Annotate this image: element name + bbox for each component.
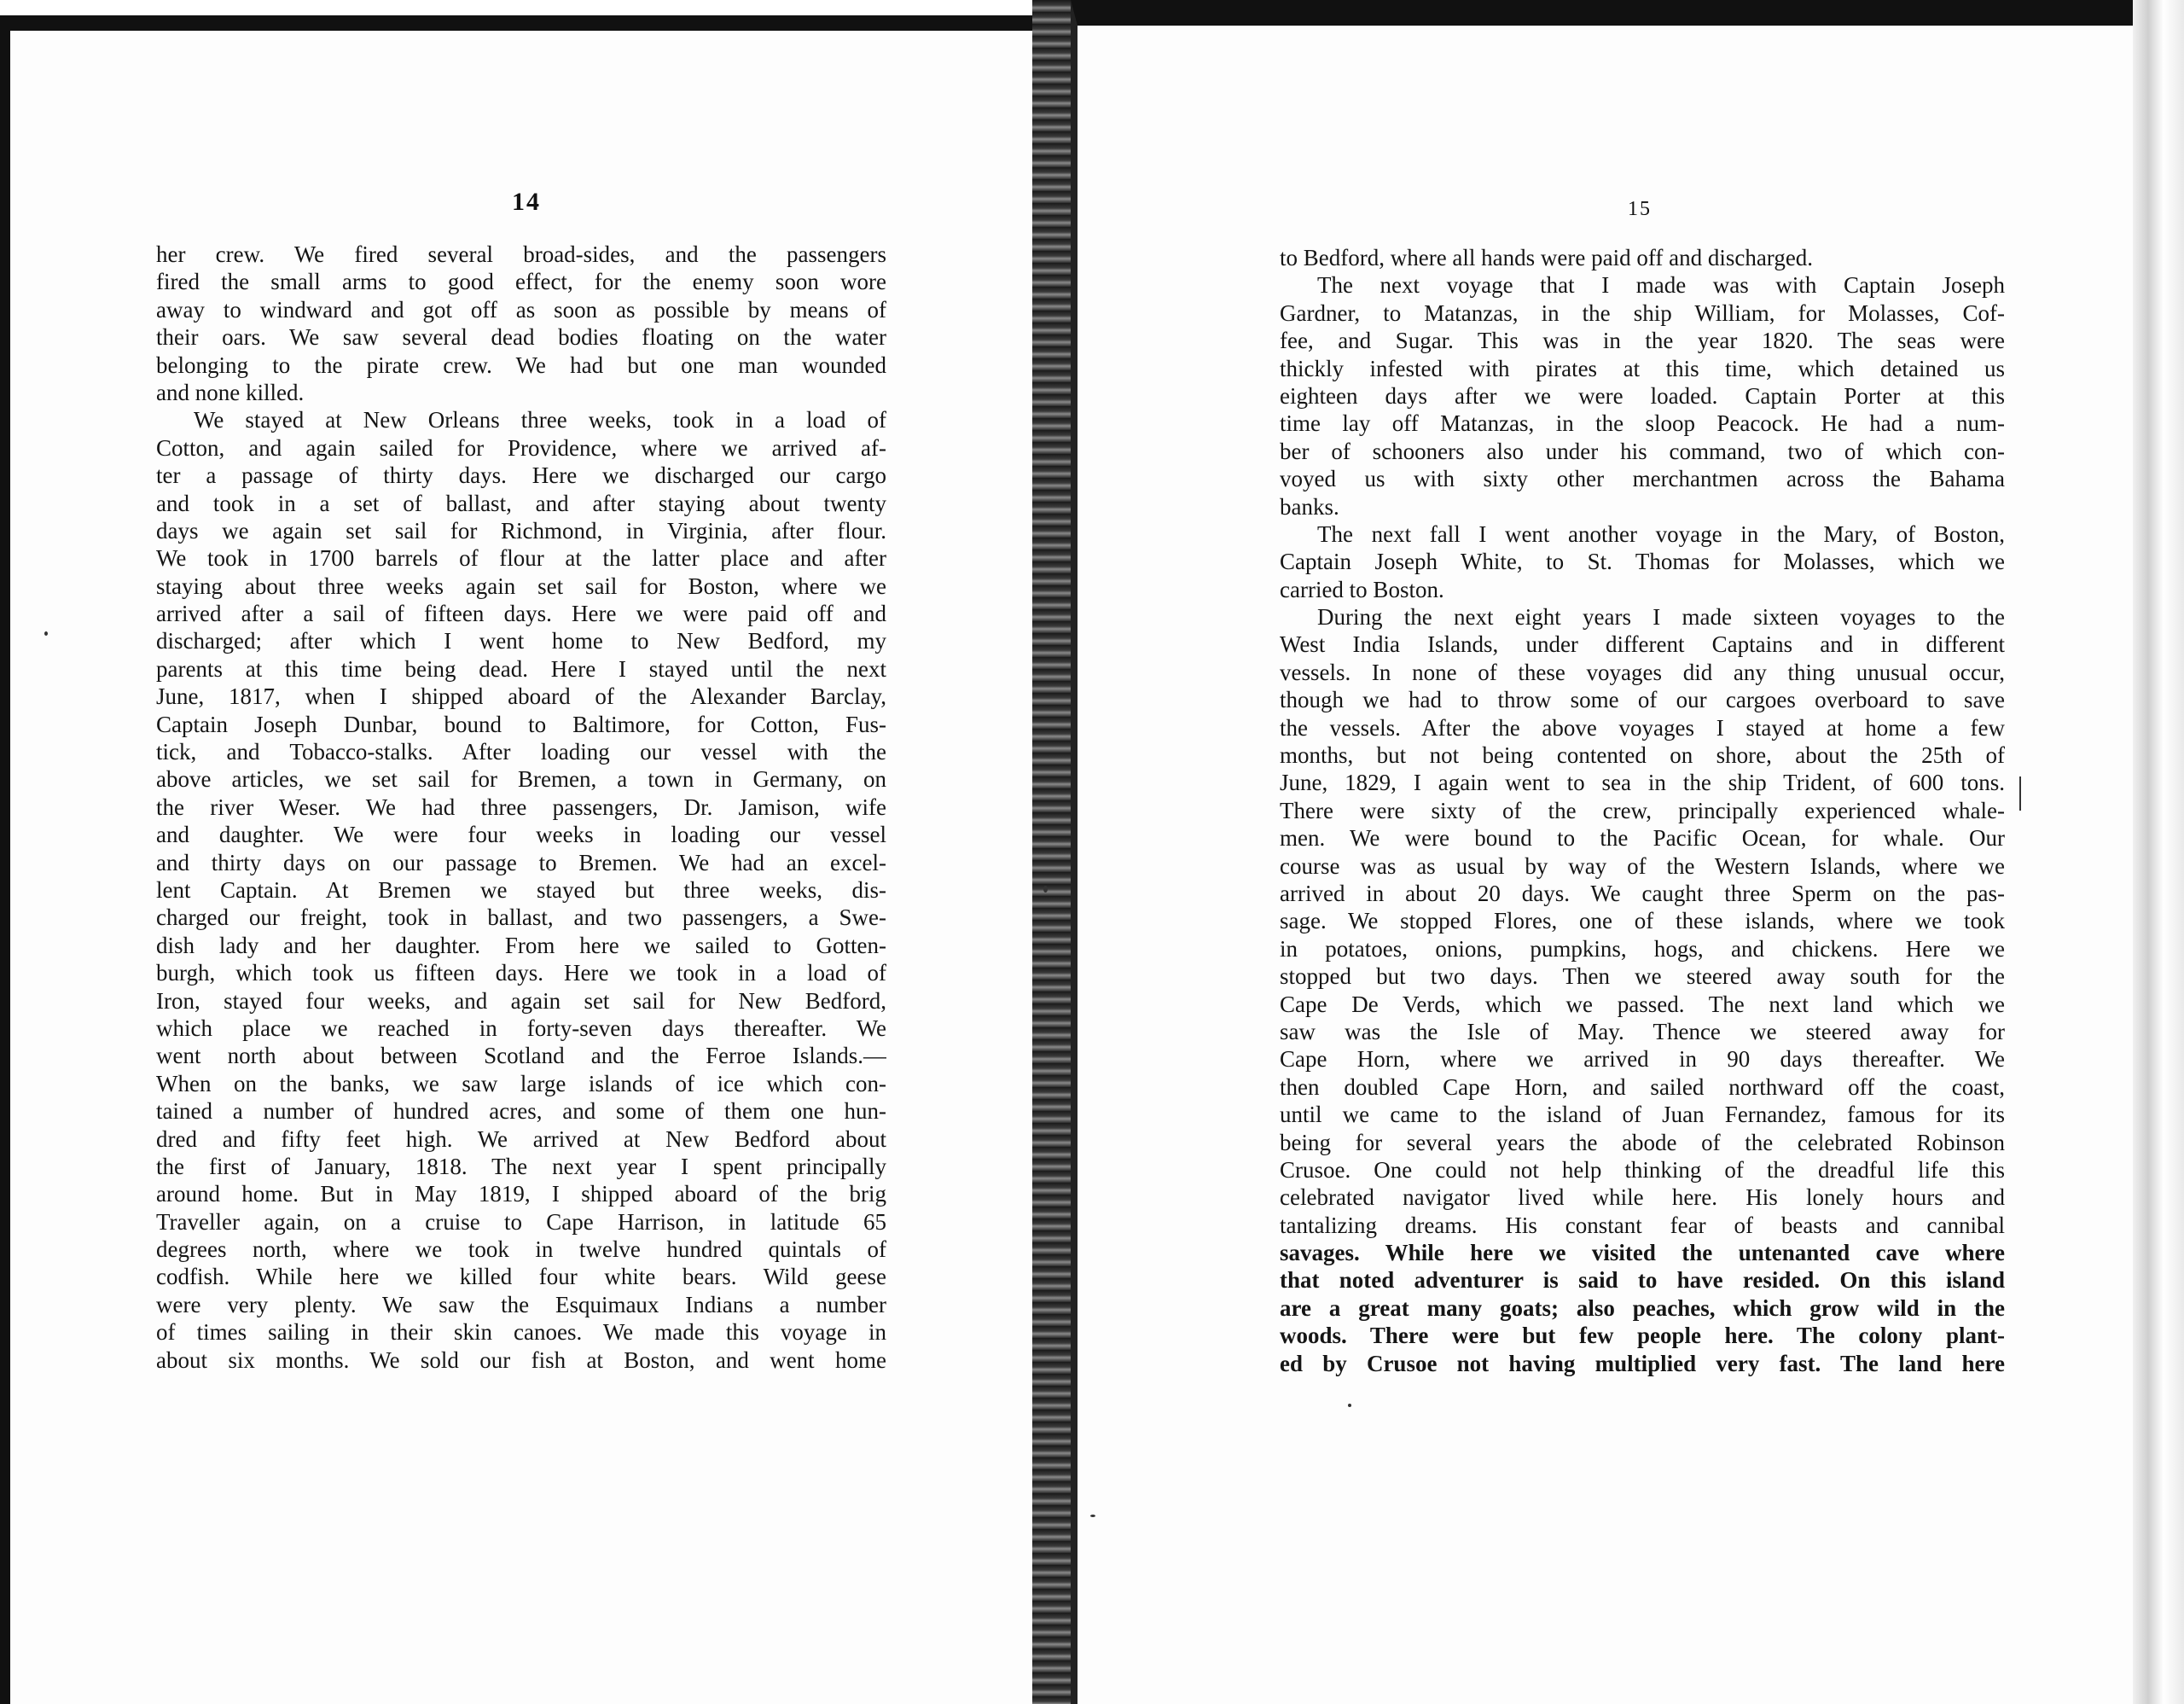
right-page-number: 15: [1628, 198, 1652, 220]
scan-speck: [2019, 776, 2021, 811]
text-line: codfish. While here we killed four white bears. Wild geese: [156, 1264, 886, 1290]
text-line: above articles, we set sail for Bremen, a town in Germany, on: [156, 766, 886, 793]
text-line: During the next eight years I made sixteen voyages to the: [1317, 604, 2005, 631]
text-line: charged our freight, took in ballast, and two passengers, a Swe-: [156, 904, 886, 931]
text-line: around home. But in May 1819, I shipped aboard of the brig: [156, 1181, 886, 1207]
text-line: The next fall I went another voyage in the Mary, of Boston,: [1317, 521, 2005, 547]
text-line: The next voyage that I made was with Captain Joseph: [1317, 272, 2005, 299]
text-line: savages. While here we visited the untenanted cave where: [1280, 1240, 2005, 1266]
text-line: away to windward and got off as soon as possible by means of: [156, 296, 886, 323]
text-line: then doubled Cape Horn, and sailed northward off the coast,: [1280, 1073, 2005, 1100]
text-line: time lay off Matanzas, in the sloop Peacock. He had a num-: [1280, 410, 2005, 437]
text-line: the vessels. After the above voyages I stayed at home a few: [1280, 714, 2005, 741]
text-line: in potatoes, onions, pumpkins, hogs, and chickens. Here we: [1280, 935, 2005, 962]
text-line: arrived after a sail of fifteen days. Here we were paid off and: [156, 601, 886, 627]
text-line: the first of January, 1818. The next year I spent principally: [156, 1153, 886, 1179]
text-line: lent Captain. At Bremen we stayed but three weeks, dis-: [156, 876, 886, 903]
text-line: were very plenty. We saw the Esquimaux Indians a number: [156, 1291, 886, 1317]
text-line: We stayed at New Orleans three weeks, took in a load of: [194, 407, 886, 433]
text-line: Cape Horn, where we arrived in 90 days thereafter. We: [1280, 1046, 2005, 1073]
text-line: Cape De Verds, which we passed. The next land which we: [1280, 991, 2005, 1017]
text-line: voyed us with sixty other merchantmen across the Bahama: [1280, 466, 2005, 492]
text-line: Gardner, to Matanzas, in the ship William, for Molasses, Cof-: [1280, 300, 2005, 326]
text-line: discharged; after which I went home to New Bedford, my: [156, 628, 886, 654]
text-line: celebrated navigator lived while here. His lonely hours and: [1280, 1184, 2005, 1211]
text-line: Crusoe. One could not help thinking of the dreadful life this: [1280, 1156, 2005, 1183]
text-line: fee, and Sugar. This was in the year 1820. The seas were: [1280, 328, 2005, 354]
text-line: saw was the Isle of May. Thence we steered away for: [1280, 1018, 2005, 1044]
text-line: months, but not being contented on shore, about the 25th of: [1280, 742, 2005, 769]
text-line: being for several years the abode of the celebrated Robinson: [1280, 1129, 2005, 1155]
text-line: banks.: [1280, 493, 1339, 520]
text-line: and none killed.: [156, 379, 305, 405]
text-line: to Bedford, where all hands were paid off and discharged.: [1280, 245, 1814, 270]
scan-speck: [1043, 886, 1048, 893]
text-line: are a great many goats; also peaches, which grow wild in the: [1280, 1294, 2005, 1321]
text-line: course was as usual by way of the Western Islands, where we: [1280, 852, 2005, 879]
page-edge: [2133, 0, 2184, 1704]
text-line: tick, and Tobacco-stalks. After loading our vessel with the: [156, 739, 886, 765]
text-line: degrees north, where we took in twelve hundred quintals of: [156, 1236, 886, 1263]
text-line: though we had to throw some of our cargoes overboard to save: [1280, 687, 2005, 713]
text-line: her crew. We fired several broad-sides, and the passengers: [156, 241, 886, 267]
text-line: dish lady and her daughter. From here we sailed to Gotten-: [156, 932, 886, 958]
text-line: arrived in about 20 days. We caught three Sperm on the pas-: [1280, 880, 2005, 906]
text-line: that noted adventurer is said to have resided. On this island: [1280, 1267, 2005, 1294]
text-line: the river Weser. We had three passengers, Dr. Jamison, wife: [156, 794, 886, 820]
text-line: Iron, stayed four weeks, and again set sail for New Bedford,: [156, 987, 886, 1014]
text-line: dred and fifty feet high. We arrived at New Bedford about: [156, 1125, 886, 1152]
scan-speck: [44, 631, 48, 636]
text-line: which place we reached in forty-seven days thereafter. We: [156, 1015, 886, 1041]
right-page-text: [1280, 244, 2005, 1377]
text-line: days we again set sail for Richmond, in Virginia, after flour.: [156, 517, 886, 544]
text-line: their oars. We saw several dead bodies floating on the water: [156, 324, 886, 351]
text-line: men. We were bound to the Pacific Ocean, for whale. Our: [1280, 825, 2005, 852]
left-page-text: [156, 241, 886, 1374]
text-line: burgh, which took us fifteen days. Here we took in a load of: [156, 960, 886, 986]
scan-speck: [1090, 1515, 1095, 1517]
text-line: until we came to the island of Juan Fernandez, famous for its: [1280, 1102, 2005, 1128]
text-line: staying about three weeks again set sail for Boston, where we: [156, 573, 886, 599]
text-line: about six months. We sold our fish at Boston, and went home: [156, 1346, 886, 1373]
text-line: parents at this time being dead. Here I stayed until the next: [156, 655, 886, 682]
text-line: Captain Joseph White, to St. Thomas for Molasses, which we: [1280, 549, 2005, 575]
text-line: June, 1817, when I shipped aboard of the Alexander Barclay,: [156, 683, 886, 710]
text-line: West India Islands, under different Captains and in different: [1280, 631, 2005, 658]
text-line: Captain Joseph Dunbar, bound to Baltimore, for Cotton, Fus-: [156, 711, 886, 737]
text-line: When on the banks, we saw large islands of ice which con-: [156, 1070, 886, 1096]
text-line: carried to Boston.: [1280, 576, 1444, 602]
text-line: June, 1829, I again went to sea in the ship Trident, of 600 tons.: [1280, 770, 2005, 796]
text-line: ber of schooners also under his command, two of which con-: [1280, 438, 2005, 464]
text-line: and took in a set of ballast, and after staying about twenty: [156, 490, 886, 516]
text-line: belonging to the pirate crew. We had but one man wounded: [156, 352, 886, 378]
text-line: sage. We stopped Flores, one of these islands, where we took: [1280, 908, 2005, 934]
text-line: ed by Crusoe not having multiplied very fast. The land here: [1280, 1350, 2005, 1376]
text-line: fired the small arms to good effect, for the enemy soon wore: [156, 269, 886, 295]
scan-speck: [1348, 1404, 1351, 1407]
text-line: of times sailing in their skin canoes. We made this voyage in: [156, 1319, 886, 1346]
text-line: thickly infested with pirates at this time, which detained us: [1280, 355, 2005, 381]
text-line: tantalizing dreams. His constant fear of beasts and cannibal: [1280, 1212, 2005, 1238]
text-line: vessels. In none of these voyages did any thing unusual occur,: [1280, 659, 2005, 685]
text-line: and daughter. We were four weeks in loading our vessel: [156, 822, 886, 848]
text-line: Cotton, and again sailed for Providence, where we arrived af-: [156, 434, 886, 461]
text-line: There were sixty of the crew, principally experienced whale-: [1280, 797, 2005, 823]
text-line: and thirty days on our passage to Bremen. We had an excel-: [156, 849, 886, 875]
text-line: eighteen days after we were loaded. Captain Porter at this: [1280, 382, 2005, 409]
text-line: ter a passage of thirty days. Here we discharged our cargo: [156, 462, 886, 489]
text-line: went north about between Scotland and the Ferroe Islands.—: [156, 1043, 886, 1069]
left-page-number: 14: [512, 188, 541, 216]
text-line: We took in 1700 barrels of flour at the latter place and after: [156, 545, 886, 572]
text-line: tained a number of hundred acres, and some of them one hun-: [156, 1098, 886, 1125]
text-line: Traveller again, on a cruise to Cape Harrison, in latitude 65: [156, 1208, 886, 1235]
text-line: woods. There were but few people here. The colony plant-: [1280, 1323, 2005, 1349]
text-line: stopped but two days. Then we steered away south for the: [1280, 963, 2005, 990]
